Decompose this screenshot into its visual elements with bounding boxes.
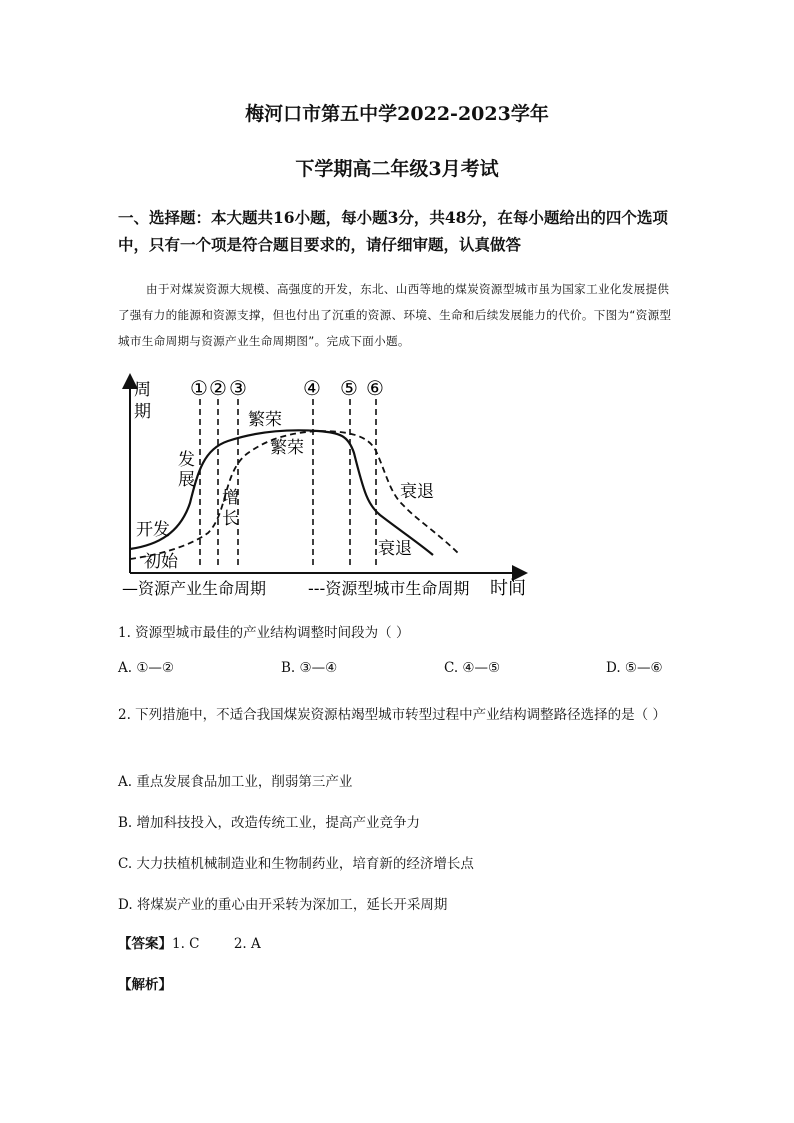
marker-5: ⑤ (340, 376, 358, 400)
answer-text: 1. C 2. A (172, 936, 261, 952)
intro-paragraph: 由于对煤炭资源大规模、高强度的开发，东北、山西等地的煤炭资源型城市虽为国家工业化发展提供了强有力的能源和资源支撑，但也付出了沉重的资源、环境、生命和后续发展能力的代价。下图为“资源型城市生命周期与资源产业生命周期图”。完成下面小题。 (118, 282, 672, 348)
marker-1: ① (190, 376, 208, 400)
label-dashed-grow-1: 增 (222, 488, 239, 508)
marker-6: ⑥ (366, 376, 384, 400)
exam-title-line1: 梅河口市第五中学2022-2023学年 (245, 103, 549, 125)
marker-4: ④ (303, 376, 321, 400)
marker-2: ② (209, 376, 227, 400)
analysis-label: 【解析】 (118, 977, 172, 993)
label-dashed-boom: 繁荣 (270, 438, 304, 458)
label-dashed-start: 初始 (144, 552, 178, 572)
legend-solid: —资源产业生命周期 (122, 579, 267, 598)
label-dashed-grow-2: 长 (222, 509, 239, 529)
label-solid-dev-1: 发 (178, 450, 195, 470)
y-axis-label-1: 周 (134, 380, 151, 400)
answer-label: 【答案】 (118, 936, 172, 952)
marker-lines (200, 399, 376, 569)
q2-option-a[interactable]: A. 重点发展食品加工业，削弱第三产业 (118, 774, 353, 790)
lifecycle-chart (118, 373, 538, 605)
question-2-stem: 2. 下列措施中，不适合我国煤炭资源枯竭型城市转型过程中产业结构调整路径选择的是（ ） (118, 707, 666, 723)
q2-option-c[interactable]: C. 大力扶植机械制造业和生物制药业，培育新的经济增长点 (118, 856, 474, 872)
lifecycle-figure (118, 373, 538, 605)
marker-3: ③ (229, 376, 247, 400)
q1-option-b[interactable]: B. ③—④ (281, 660, 338, 676)
q1-option-d[interactable]: D. ⑤—⑥ (606, 660, 663, 676)
label-solid-start: 开发 (136, 520, 170, 540)
legend-dashed: ---资源型城市生命周期 (308, 579, 470, 598)
label-solid-boom: 繁荣 (248, 410, 282, 430)
q2-option-b[interactable]: B. 增加科技投入，改造传统工业，提高产业竞争力 (118, 815, 421, 831)
label-dashed-decline: 衰退 (400, 482, 434, 502)
q2-option-d[interactable]: D. 将煤炭产业的重心由开采转为深加工，延长开采周期 (118, 897, 448, 913)
x-axis-label: 时间 (490, 578, 526, 599)
q1-option-a[interactable]: A. ①—② (118, 660, 175, 676)
q1-option-c[interactable]: C. ④—⑤ (444, 660, 501, 676)
answer-line (118, 932, 261, 952)
label-solid-dev-2: 展 (178, 470, 195, 490)
label-solid-decline: 衰退 (378, 539, 412, 559)
question-1-stem: 1. 资源型城市最佳的产业结构调整时间段为（ ） (118, 625, 410, 641)
section-heading: 一、选择题：本大题共16小题，每小题3分，共48分，在每小题给出的四个选项中，只有一个项是符合题目要求的，请仔细审题，认真做答 (118, 208, 668, 254)
y-axis-label-2: 期 (134, 402, 151, 422)
exam-title-line2: 下学期高二年级3月考试 (295, 158, 499, 180)
